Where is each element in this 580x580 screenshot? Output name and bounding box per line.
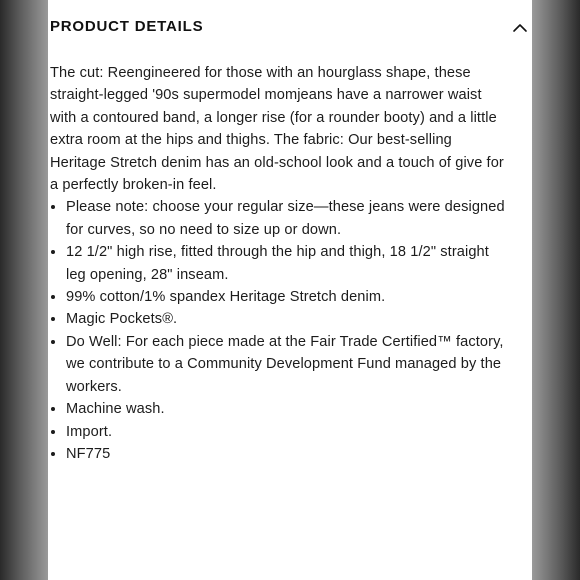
- list-item: • Please note: choose your regular size—these jeans were designed for curves, so no need to size up or down.: [66, 196, 508, 241]
- list-item: • 99% cotton/1% spandex Heritage Stretch denim.: [66, 286, 508, 308]
- details-list: [50, 196, 508, 465]
- list-item: • NF775: [66, 443, 508, 465]
- list-item: • 12 1/2" high rise, fitted through the hip and thigh, 18 1/2" straight leg opening, 28" inseam.: [66, 241, 508, 286]
- list-item: • Import.: [66, 421, 508, 443]
- left-edge-shadow: [0, 0, 48, 580]
- chevron-up-icon[interactable]: [510, 18, 530, 38]
- section-title: PRODUCT DETAILS: [50, 18, 204, 35]
- list-item: • Magic Pockets®.: [66, 308, 508, 330]
- right-edge-shadow: [532, 0, 580, 580]
- list-item: • Machine wash.: [66, 398, 508, 420]
- list-item: • Do Well: For each piece made at the Fair Trade Certified™ factory, we contribute to a Community Development Fund managed by the workers.: [66, 331, 508, 398]
- product-description: [50, 62, 508, 465]
- product-details-header[interactable]: [50, 14, 530, 42]
- description-intro: The cut: Reengineered for those with an hourglass shape, these straight-legged '90s supermodel momjeans have a narrower waist with a contoured band, a longer rise (for a rounder booty) and a little extra room at the hips and thighs. The fabric: Our best-selling Heritage Stretch denim has an old-school look and a touch of give for a perfectly broken-in feel.: [50, 65, 504, 194]
